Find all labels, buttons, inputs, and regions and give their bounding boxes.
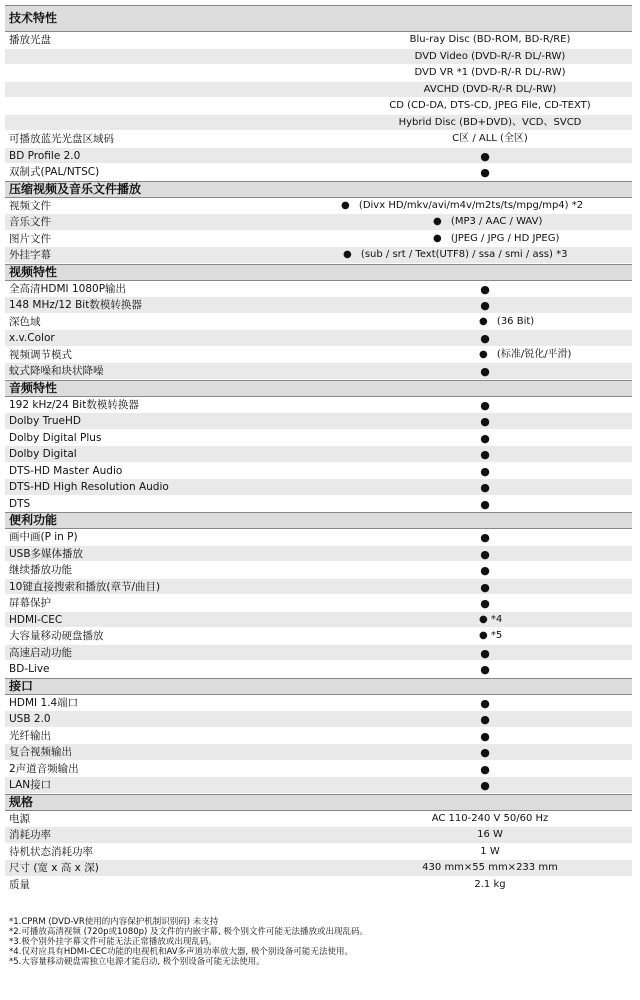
spec-label: BD-Live	[9, 663, 50, 675]
spec-label: 音乐文件	[9, 216, 51, 228]
supported-dot: ●	[480, 779, 490, 792]
spec-value: ● (sub / srt / Text(UTF8) / ssa / smi / ass) *3	[343, 249, 568, 260]
supported-dot: ●	[479, 613, 488, 625]
spec-row-usb-port	[5, 711, 632, 728]
spec-row-weight	[5, 877, 632, 894]
spec-row-standby	[5, 844, 632, 861]
spec-label: 双制式(PAL/NTSC)	[9, 166, 100, 178]
spec-row-screensaver	[5, 595, 632, 612]
spec-row-hdmi-port	[5, 695, 632, 712]
spec-table	[5, 5, 632, 893]
supported-dot: ●	[480, 365, 490, 378]
spec-row-bdlive	[5, 661, 632, 678]
spec-row-consumption	[5, 827, 632, 844]
supported-dot: ●	[480, 696, 490, 710]
supported-dot: ●	[480, 713, 490, 726]
spec-value: 1 W	[480, 845, 500, 857]
supported-dot: ●	[480, 531, 490, 544]
spec-row-resume	[5, 562, 632, 579]
section-title: 视频特性	[9, 264, 58, 279]
supported-dot: ●	[480, 663, 490, 676]
spec-row-hdmi-cec	[5, 612, 632, 629]
spec-label: HDMI-CEC	[9, 613, 63, 626]
footnotes	[9, 917, 368, 967]
spec-row-composite	[5, 744, 632, 761]
spec-label: HDMI 1.4端口	[9, 696, 79, 709]
spec-label: DTS	[9, 497, 31, 510]
supported-dot: ●	[480, 580, 490, 594]
section-video	[5, 264, 632, 281]
spec-label: 质量	[9, 878, 30, 891]
spec-label: 外挂字幕	[9, 249, 51, 261]
section-tech	[5, 5, 632, 32]
spec-label: Dolby Digital	[9, 448, 77, 460]
spec-label: 继续播放功能	[9, 564, 72, 576]
spec-label: Dolby Digital Plus	[9, 431, 102, 444]
spec-label: 视频文件	[9, 199, 51, 212]
supported-dot: ●	[479, 348, 488, 360]
spec-row-music-file	[5, 214, 632, 231]
footnote-ref: *4	[490, 613, 503, 625]
spec-value: DVD Video (DVD-R/-R DL/-RW)	[414, 50, 566, 62]
spec-label: 待机状态消耗功率	[9, 845, 93, 858]
spec-label: 图片文件	[9, 232, 51, 245]
footnote-ref: *5	[490, 630, 503, 641]
supported-dot: ●	[480, 481, 490, 494]
spec-value: 16 W	[477, 829, 503, 840]
footnote: *3.极个别外挂字幕文件可能无法正常播放或出现乱码。	[9, 937, 217, 947]
spec-value	[479, 613, 502, 627]
spec-value: 430 mm×55 mm×233 mm	[422, 862, 558, 873]
footnote: *1.CPRM (DVD-VR使用的内容保护机制识别码) 未支持	[9, 917, 219, 927]
footnote: *4.仅对应具有HDMI-CEC功能的电视机和AV多声道功率放大器, 极个别设备可能无法使用。	[9, 947, 353, 957]
section-title: 音频特性	[9, 380, 58, 395]
spec-row-lan	[5, 777, 632, 794]
spec-label: DTS-HD Master Audio	[9, 464, 123, 477]
spec-row-audio-dac	[5, 397, 632, 414]
supported-dot: ●	[480, 547, 490, 561]
supported-dot: ●	[480, 746, 490, 759]
section-title: 接口	[9, 678, 34, 693]
spec-row-tenkey	[5, 579, 632, 596]
spec-label: 蚊式降噪和块状降噪	[9, 365, 104, 377]
spec-value: ● (36 Bit)	[479, 315, 535, 327]
supported-dot: ●	[341, 199, 350, 211]
spec-row-hdd	[5, 628, 632, 645]
spec-label: 148 MHz/12 Bit数模转换器	[9, 299, 142, 311]
spec-value: Hybrid Disc (BD+DVD)、VCD、SVCD	[398, 116, 582, 128]
supported-dot: ●	[480, 431, 490, 445]
spec-row-stereo	[5, 761, 632, 778]
spec-value: Blu-ray Disc (BD-ROM, BD-R/RE)	[409, 34, 571, 45]
section-interface	[5, 678, 632, 695]
spec-label: 大容量移动硬盘播放	[9, 630, 104, 642]
spec-label: 播放光盘	[9, 34, 51, 46]
supported-dot: ●	[480, 415, 490, 428]
spec-label: 复合视频输出	[9, 746, 72, 758]
supported-dot: ●	[480, 646, 490, 660]
spec-label: DTS-HD High Resolution Audio	[9, 481, 169, 493]
supported-dot: ●	[480, 762, 490, 776]
footnote-ref: *2	[571, 199, 584, 211]
spec-row-pip	[5, 529, 632, 546]
section-title: 压缩视频及音乐文件播放	[9, 181, 142, 196]
spec-row-dts-ma	[5, 463, 632, 480]
spec-row-disc	[5, 65, 632, 82]
spec-row-video-file	[5, 198, 632, 215]
spec-value	[479, 629, 502, 643]
section-audio	[5, 380, 632, 397]
footnote-ref: *3	[556, 249, 568, 260]
supported-dot: ●	[480, 448, 490, 461]
supported-dot: ●	[480, 149, 490, 163]
spec-row-size	[5, 860, 632, 877]
spec-row-video-dac	[5, 297, 632, 314]
supported-dot: ●	[433, 216, 442, 227]
section-specs	[5, 794, 632, 811]
spec-value: DVD VR *1 (DVD-R/-R DL/-RW)	[414, 67, 566, 78]
spec-label: 电源	[9, 812, 30, 825]
supported-dot: ●	[343, 249, 352, 260]
supported-dot: ●	[479, 315, 488, 327]
spec-row-dd	[5, 446, 632, 463]
spec-row-subtitle	[5, 247, 632, 264]
spec-value: AC 110-240 V 50/60 Hz	[431, 812, 549, 824]
spec-row-disc	[5, 49, 632, 66]
spec-label: 消耗功率	[9, 829, 51, 841]
spec-value: 2.1 kg	[474, 878, 506, 890]
supported-dot: ●	[480, 564, 490, 577]
spec-label: 光纤输出	[9, 729, 51, 742]
spec-row-noise-reduction	[5, 363, 632, 380]
spec-label: 可播放蓝光光盘区域码	[9, 133, 114, 145]
spec-row-profile	[5, 148, 632, 165]
supported-dot: ●	[433, 232, 442, 244]
spec-label: 2声道音频输出	[9, 762, 79, 775]
spec-label: 视频调节模式	[9, 348, 72, 361]
spec-row-disc	[5, 82, 632, 99]
supported-dot: ●	[480, 332, 490, 345]
spec-row-deep-color	[5, 314, 632, 331]
spec-label: 全高清HDMI 1080P输出	[9, 282, 127, 295]
spec-label: USB多媒体播放	[9, 547, 84, 560]
supported-dot: ●	[480, 398, 490, 412]
spec-label: Dolby TrueHD	[9, 415, 81, 427]
section-title: 便利功能	[9, 513, 58, 527]
spec-label: BD Profile 2.0	[9, 149, 81, 162]
supported-dot: ●	[480, 166, 490, 179]
spec-value: C区 / ALL (全区)	[452, 133, 528, 144]
supported-dot: ●	[480, 299, 490, 312]
spec-label: LAN接口	[9, 779, 52, 791]
spec-value: AVCHD (DVD-R/-R DL/-RW)	[423, 83, 557, 95]
section-title: 规格	[9, 794, 34, 809]
spec-row-quick-start	[5, 645, 632, 662]
spec-row-truehd	[5, 413, 632, 430]
supported-dot: ●	[480, 729, 490, 743]
supported-dot: ●	[480, 497, 490, 511]
footnote: *5.大容量移动硬盘需独立电源才能启动, 极个别设备可能无法使用。	[9, 957, 265, 967]
spec-row-hdmi-1080p	[5, 281, 632, 298]
spec-row-ddplus	[5, 430, 632, 447]
spec-row-disc	[5, 32, 632, 49]
spec-label: 画中画(P in P)	[9, 531, 78, 543]
spec-label: USB 2.0	[9, 713, 51, 725]
spec-label: 192 kHz/24 Bit数模转换器	[9, 398, 139, 411]
spec-row-dts-hr	[5, 479, 632, 496]
supported-dot: ●	[480, 597, 490, 610]
spec-row-pal	[5, 164, 632, 181]
footnote: *2.可播放高清视频 (720p或1080p) 及文件的内嵌字幕, 极个别文件可能无法播放或出现乱码。	[9, 927, 368, 937]
spec-value: ● (Divx HD/mkv/avi/m4v/m2ts/ts/mpg/mp4) *2	[341, 199, 584, 211]
spec-label: 深色域	[9, 315, 41, 328]
supported-dot: ●	[480, 464, 490, 478]
spec-label: 高速启动功能	[9, 646, 72, 659]
spec-row-usb-media	[5, 546, 632, 563]
spec-value: ● (标准/锐化/平滑)	[479, 348, 572, 360]
spec-value: ● (JPEG / JPG / HD JPEG)	[433, 232, 560, 244]
spec-label: 尺寸 (宽 x 高 x 深)	[9, 862, 99, 874]
spec-row-power	[5, 811, 632, 828]
spec-row-video-mode	[5, 347, 632, 364]
spec-label: 10键直接搜索和播放(章节/曲目)	[9, 580, 161, 593]
spec-label: 屏幕保护	[9, 597, 51, 609]
spec-row-optical	[5, 728, 632, 745]
section-convenience	[5, 512, 632, 529]
supported-dot: ●	[480, 282, 490, 296]
section-compress	[5, 181, 632, 198]
spec-row-dts	[5, 496, 632, 513]
spec-value: ● (MP3 / AAC / WAV)	[433, 216, 543, 227]
spec-value: CD (CD-DA, DTS-CD, JPEG File, CD-TEXT)	[389, 100, 591, 111]
supported-dot: ●	[479, 630, 488, 641]
spec-row-disc	[5, 98, 632, 115]
spec-row-image-file	[5, 231, 632, 248]
spec-row-disc	[5, 115, 632, 132]
spec-label: x.v.Color	[9, 332, 55, 344]
spec-row-xvcolor	[5, 330, 632, 347]
section-title: 技术特性	[9, 11, 58, 25]
spec-row-region	[5, 131, 632, 148]
